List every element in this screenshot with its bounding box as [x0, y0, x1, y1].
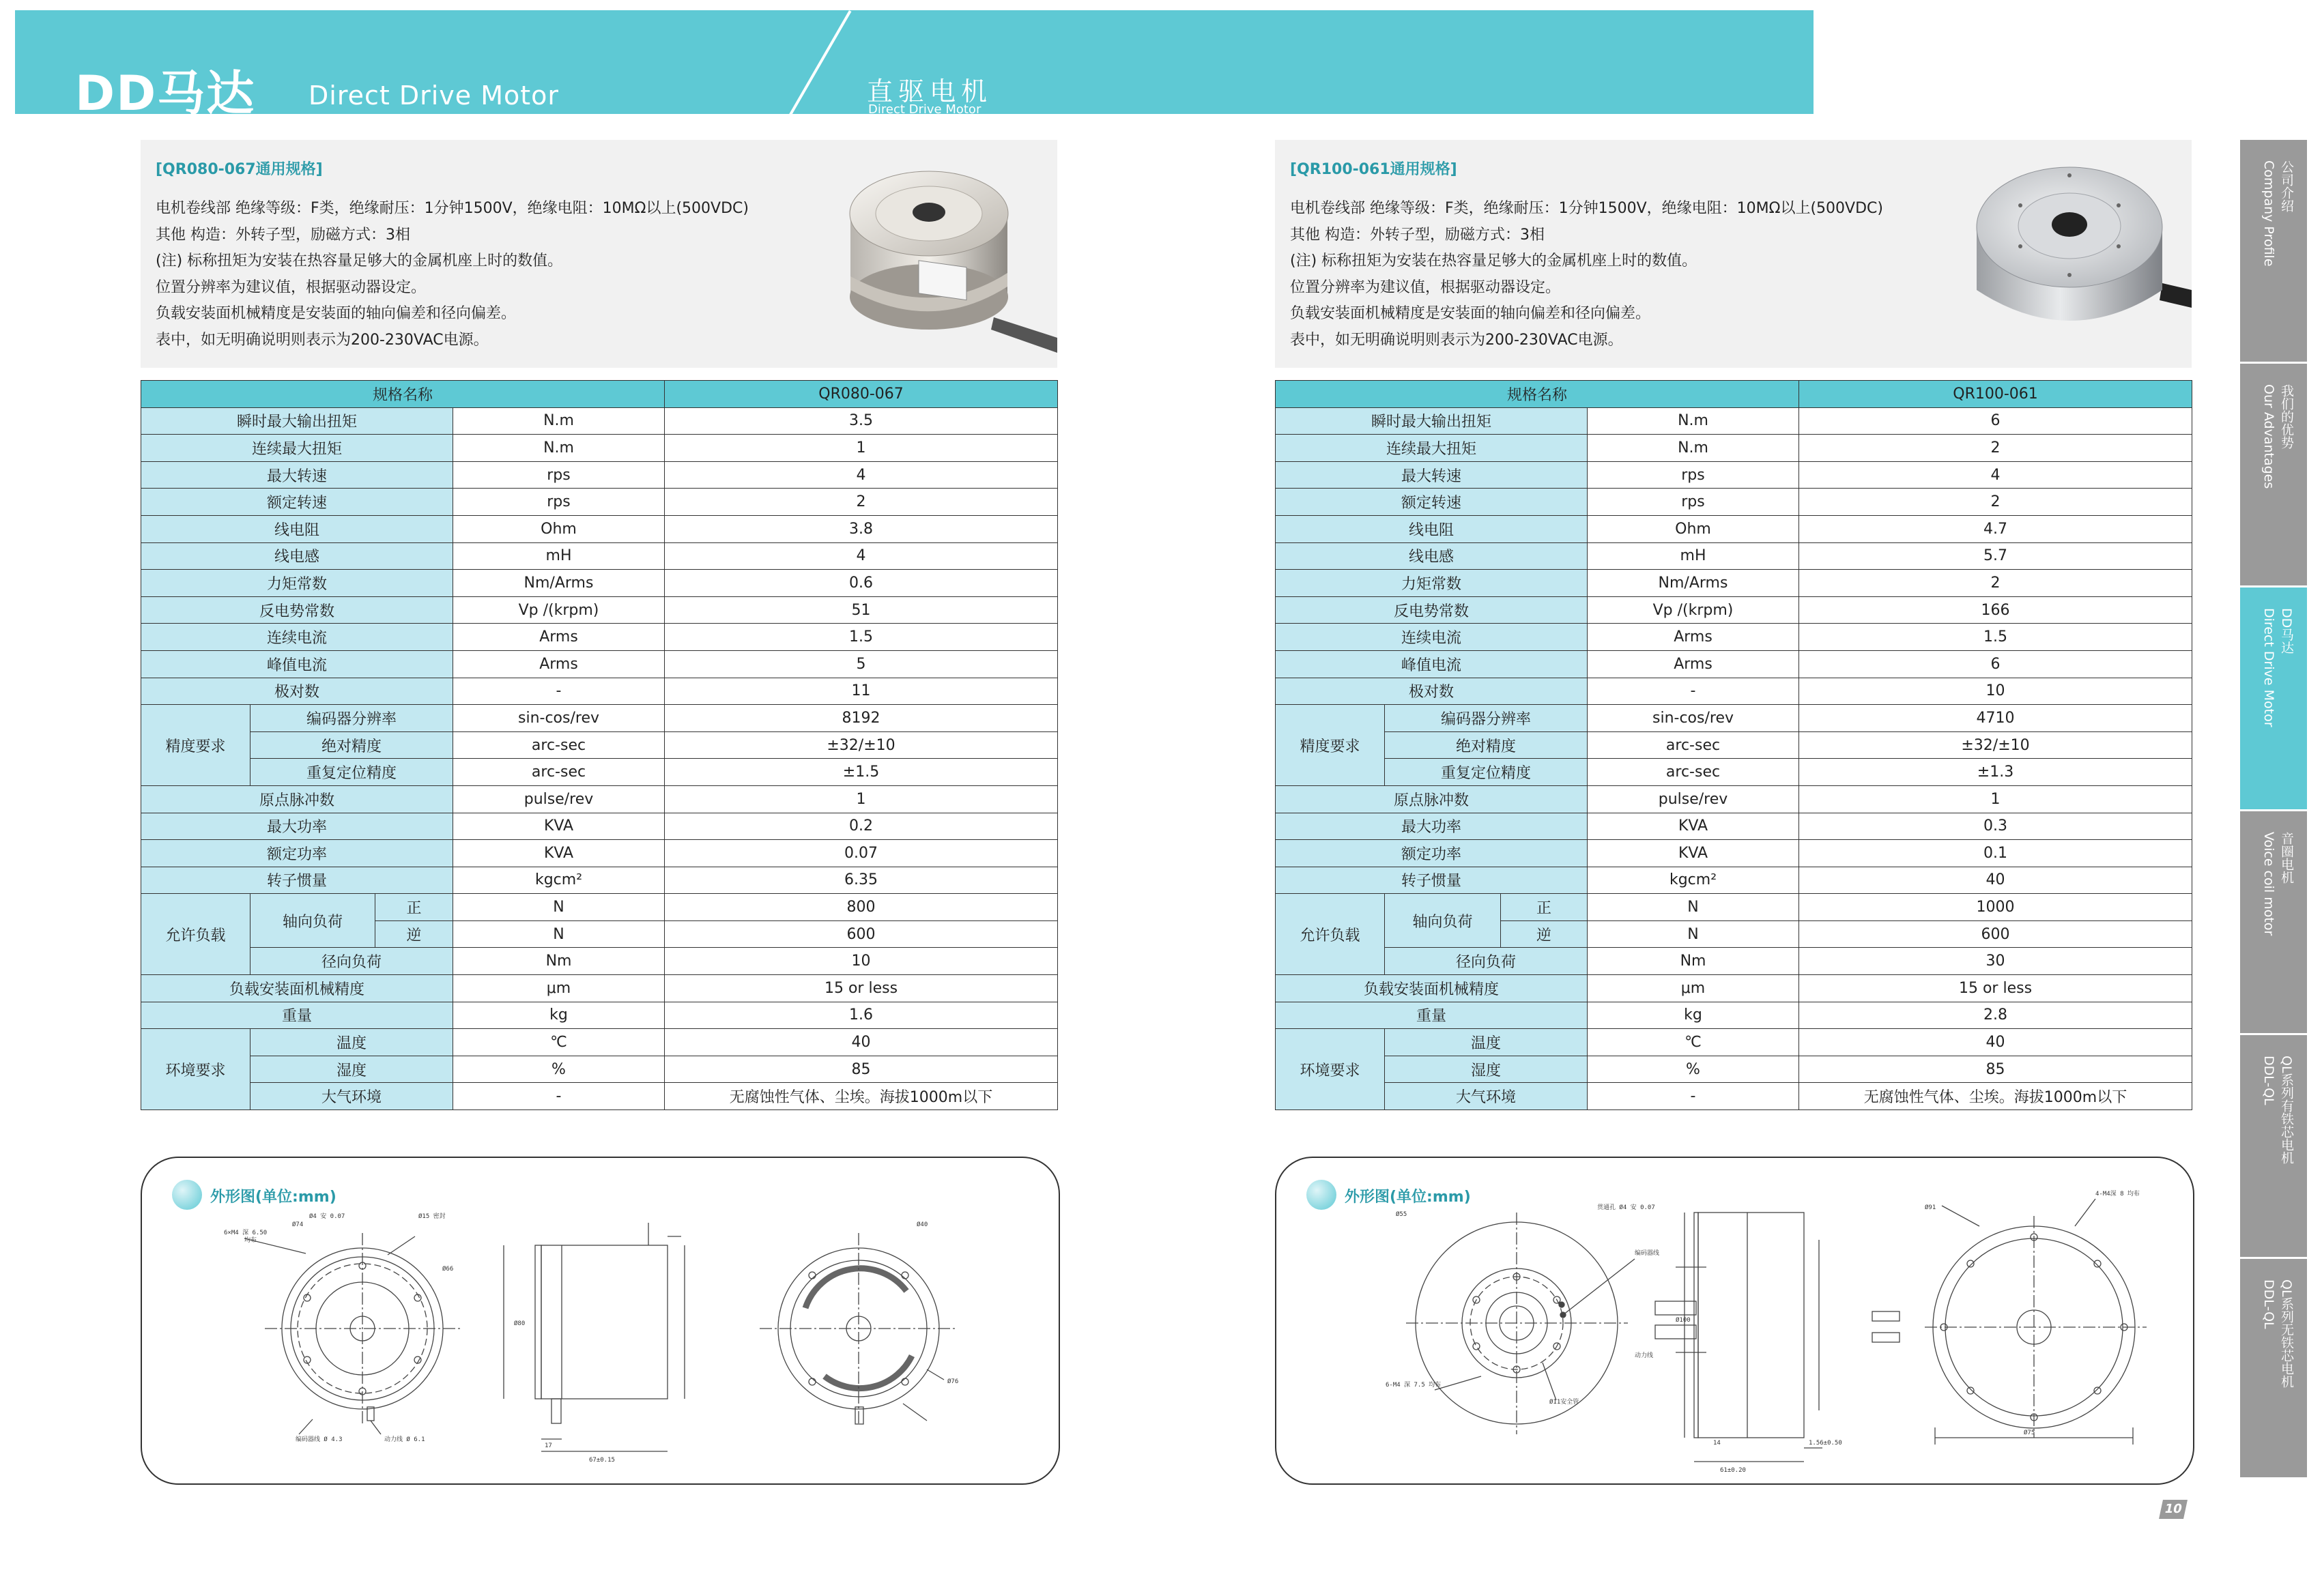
group-label-axial: 轴向负荷 — [250, 894, 375, 948]
row-value: 0.2 — [665, 813, 1058, 840]
row-value: 6.35 — [665, 867, 1058, 894]
row-label: 线电感 — [141, 542, 453, 570]
row-label: 额定转速 — [1276, 489, 1588, 516]
row-unit: Arms — [453, 624, 665, 651]
row-unit: - — [453, 678, 665, 705]
row-label: 最大转速 — [141, 461, 453, 489]
dim-label: 动力线 — [1635, 1352, 1654, 1359]
row-value: 1.5 — [1799, 624, 2192, 651]
page-subtitle: Direct Drive Motor — [309, 81, 560, 111]
row-unit: KVA — [1588, 840, 1799, 867]
note-line: 负载安装面机械精度是安装面的轴向偏差和径向偏差。 — [1290, 305, 1651, 322]
row-value: 8192 — [665, 705, 1058, 732]
row-unit: Ohm — [453, 515, 665, 542]
row-value: 15 or less — [1799, 975, 2192, 1002]
header-model: QR100-061 — [1799, 381, 2192, 408]
row-value: 4.7 — [1799, 515, 2192, 542]
row-value: 10 — [665, 948, 1058, 975]
row-label: 瞬时最大输出扭矩 — [141, 407, 453, 435]
row-unit: Arms — [1588, 650, 1799, 678]
group-label-load: 允许负载 — [141, 894, 250, 975]
row-unit: Nm/Arms — [1588, 570, 1799, 597]
dim-label: Ø66 — [442, 1266, 454, 1273]
row-value: 40 — [1799, 867, 2192, 894]
motor-photo-qr080 — [837, 154, 1057, 365]
row-label: 逆 — [1501, 920, 1588, 948]
row-unit: ℃ — [1588, 1029, 1799, 1056]
row-label: 连续电流 — [1276, 624, 1588, 651]
row-label: 编码器分辨率 — [250, 705, 453, 732]
row-value: 4710 — [1799, 705, 2192, 732]
right-spec-title: [QR100-061通用规格] — [1290, 161, 1457, 178]
row-label: 负载安装面机械精度 — [1276, 975, 1588, 1002]
row-unit: Nm — [1588, 948, 1799, 975]
row-label: 极对数 — [1276, 678, 1588, 705]
row-label: 转子惯量 — [141, 867, 453, 894]
note-line: (注) 标称扭矩为安装在热容量足够大的金属机座上时的数值。 — [1290, 252, 1697, 270]
note-line: 其他 构造：外转子型，励磁方式：3相 — [156, 226, 410, 244]
row-unit: kg — [453, 1002, 665, 1029]
row-value: 2 — [1799, 489, 2192, 516]
bullet-icon — [172, 1180, 202, 1210]
row-unit: Nm/Arms — [453, 570, 665, 597]
row-unit: KVA — [1588, 813, 1799, 840]
row-value: 4 — [665, 461, 1058, 489]
row-unit: Arms — [453, 650, 665, 678]
row-value: 15 or less — [665, 975, 1058, 1002]
row-value: 85 — [665, 1056, 1058, 1083]
row-value: 30 — [1799, 948, 2192, 975]
left-technical-drawing — [142, 1158, 1059, 1483]
sidebar-tab-cn: DD马达 — [2279, 608, 2294, 654]
dim-label: 6-M4 深 7.5 均布 — [1386, 1382, 1442, 1389]
row-label: 原点脉冲数 — [1276, 785, 1588, 813]
section-title-cn: 直驱电机 — [867, 76, 993, 106]
row-value: 5.7 — [1799, 542, 2192, 570]
dim-label: Ø76 — [947, 1378, 959, 1385]
right-spec-info — [1275, 140, 2192, 368]
row-value: 无腐蚀性气体、尘埃。海拔1000m以下 — [1799, 1083, 2192, 1110]
row-unit: Vp /(krpm) — [453, 596, 665, 624]
row-unit: N — [1588, 894, 1799, 921]
row-unit: rps — [1588, 489, 1799, 516]
row-label: 绝对精度 — [250, 731, 453, 759]
row-label: 逆 — [375, 920, 453, 948]
dim-label: 67±0.15 — [589, 1457, 615, 1464]
row-unit: - — [1588, 678, 1799, 705]
row-unit: Nm — [453, 948, 665, 975]
row-label: 重量 — [141, 1002, 453, 1029]
row-value: 11 — [665, 678, 1058, 705]
row-value: 600 — [665, 920, 1058, 948]
row-unit: N.m — [453, 407, 665, 435]
row-label: 极对数 — [141, 678, 453, 705]
sidebar-tab-company-profile[interactable] — [2240, 140, 2307, 362]
dim-label: 61±0.20 — [1720, 1467, 1746, 1474]
note-line: (注) 标称扭矩为安装在热容量足够大的金属机座上时的数值。 — [156, 252, 563, 270]
sidebar-tab-voice-coil[interactable] — [2240, 811, 2307, 1033]
row-value: 0.07 — [665, 840, 1058, 867]
dim-label: Ø75 — [2024, 1430, 2035, 1436]
group-label-precision: 精度要求 — [141, 705, 250, 786]
group-label-load: 允许负载 — [1276, 894, 1385, 975]
row-label: 连续最大扭矩 — [1276, 435, 1588, 462]
row-value: 1.5 — [665, 624, 1058, 651]
row-value: 1 — [665, 785, 1058, 813]
row-label: 力矩常数 — [1276, 570, 1588, 597]
row-label: 瞬时最大输出扭矩 — [1276, 407, 1588, 435]
dim-label: 编码器线 — [1635, 1250, 1660, 1257]
row-unit: μm — [453, 975, 665, 1002]
row-value: 51 — [665, 596, 1058, 624]
row-value: 800 — [665, 894, 1058, 921]
row-label: 正 — [1501, 894, 1588, 921]
sidebar-tab-our-advantages[interactable] — [2240, 364, 2307, 585]
row-label: 峰值电流 — [141, 650, 453, 678]
dim-label: 编码器线 Ø 4.3 — [296, 1436, 343, 1443]
row-value: 40 — [1799, 1029, 2192, 1056]
row-label: 温度 — [1385, 1029, 1588, 1056]
row-unit: pulse/rev — [1588, 785, 1799, 813]
row-label: 大气环境 — [250, 1083, 453, 1110]
row-label: 反电势常数 — [141, 596, 453, 624]
note-line: 位置分辨率为建议值，根据驱动器设定。 — [1290, 278, 1561, 296]
left-spec-table — [141, 380, 1058, 1110]
row-unit: KVA — [453, 813, 665, 840]
row-label: 额定转速 — [141, 489, 453, 516]
row-value: ±32/±10 — [665, 731, 1058, 759]
row-label: 负载安装面机械精度 — [141, 975, 453, 1002]
dim-label: Ø55 — [1396, 1211, 1407, 1218]
row-unit: rps — [1588, 461, 1799, 489]
row-unit: Ohm — [1588, 515, 1799, 542]
row-unit: ℃ — [453, 1029, 665, 1056]
note-line: 其他 构造：外转子型，励磁方式：3相 — [1290, 226, 1545, 244]
left-drawing-box — [141, 1157, 1060, 1485]
row-label: 转子惯量 — [1276, 867, 1588, 894]
row-label: 温度 — [250, 1029, 453, 1056]
row-value: 10 — [1799, 678, 2192, 705]
sidebar-tab-en: Our Advantages — [2261, 384, 2276, 489]
row-value: 600 — [1799, 920, 2192, 948]
row-value: 2 — [1799, 435, 2192, 462]
dim-label: Ø11安全管 — [1549, 1399, 1579, 1406]
dim-label: Ø100 — [1676, 1317, 1691, 1324]
row-label: 湿度 — [250, 1056, 453, 1083]
dim-label: 贯通孔 Ø4 安 0.07 — [1597, 1204, 1655, 1211]
dim-label: 17 — [545, 1442, 552, 1449]
dim-label: Ø91 — [1925, 1204, 1936, 1211]
left-notes — [156, 196, 749, 353]
row-unit: μm — [1588, 975, 1799, 1002]
bullet-icon — [1306, 1180, 1336, 1210]
row-unit: KVA — [453, 840, 665, 867]
sidebar-tab-ql-iron-core[interactable] — [2240, 1035, 2307, 1257]
row-label: 力矩常数 — [141, 570, 453, 597]
row-label: 重量 — [1276, 1002, 1588, 1029]
sidebar-tab-en: Direct Drive Motor — [2261, 608, 2276, 727]
group-label-precision: 精度要求 — [1276, 705, 1385, 786]
header-spec-name: 规格名称 — [141, 381, 665, 408]
row-label: 额定功率 — [1276, 840, 1588, 867]
left-spec-title: [QR080-067通用规格] — [156, 161, 323, 178]
row-value: ±32/±10 — [1799, 731, 2192, 759]
row-unit: - — [1588, 1083, 1799, 1110]
row-unit: % — [453, 1056, 665, 1083]
dim-label: Ø80 — [514, 1320, 526, 1327]
row-label: 最大功率 — [141, 813, 453, 840]
row-value: 4 — [1799, 461, 2192, 489]
note-line: 表中，如无明确说明则表示为200-230VAC电源。 — [1290, 331, 1623, 349]
row-unit: N — [1588, 920, 1799, 948]
page-title: DD马达 — [75, 66, 256, 114]
row-unit: arc-sec — [1588, 759, 1799, 786]
row-value: 0.3 — [1799, 813, 2192, 840]
dim-label: Ø40 — [917, 1221, 928, 1228]
sidebar-tab-ql-ironless[interactable] — [2240, 1259, 2307, 1477]
row-unit: mH — [1588, 542, 1799, 570]
row-value: 2 — [665, 489, 1058, 516]
row-value: 2.8 — [1799, 1002, 2192, 1029]
row-unit: - — [453, 1083, 665, 1110]
row-unit: arc-sec — [453, 731, 665, 759]
row-unit: N — [453, 894, 665, 921]
sidebar-tab-dd-motor[interactable] — [2240, 587, 2307, 809]
row-unit: N.m — [453, 435, 665, 462]
row-value: 6 — [1799, 407, 2192, 435]
sidebar-tab-cn: QL系列有铁芯电机 — [2279, 1056, 2294, 1164]
dim-label: Ø4 安 0.07 — [309, 1213, 345, 1220]
sidebar-tab-en: DDL-QL — [2261, 1056, 2276, 1105]
dim-label: 动力线 Ø 6.1 — [384, 1436, 425, 1443]
row-label: 湿度 — [1385, 1056, 1588, 1083]
row-value: 1.6 — [665, 1002, 1058, 1029]
row-label: 大气环境 — [1385, 1083, 1588, 1110]
row-unit: N.m — [1588, 435, 1799, 462]
row-label: 线电阻 — [1276, 515, 1588, 542]
row-label: 反电势常数 — [1276, 596, 1588, 624]
row-label: 最大转速 — [1276, 461, 1588, 489]
dim-label: 14 — [1713, 1440, 1721, 1447]
note-line: 位置分辨率为建议值，根据驱动器设定。 — [156, 278, 427, 296]
dim-label: 6×M4 深 6.50 — [224, 1230, 268, 1236]
row-unit: sin-cos/rev — [1588, 705, 1799, 732]
row-value: 1000 — [1799, 894, 2192, 921]
section-title-en: Direct Drive Motor — [868, 102, 981, 114]
row-unit: arc-sec — [1588, 731, 1799, 759]
row-label: 重复定位精度 — [250, 759, 453, 786]
row-unit: N.m — [1588, 407, 1799, 435]
row-value: 0.1 — [1799, 840, 2192, 867]
row-unit: kg — [1588, 1002, 1799, 1029]
note-line: 负载安装面机械精度是安装面的轴向偏差和径向偏差。 — [156, 305, 517, 322]
left-spec-info — [141, 140, 1057, 368]
row-label: 额定功率 — [141, 840, 453, 867]
group-label-env: 环境要求 — [1276, 1029, 1385, 1110]
right-notes — [1290, 196, 1883, 353]
row-label: 最大功率 — [1276, 813, 1588, 840]
row-label: 线电阻 — [141, 515, 453, 542]
drawing-title: 外形图(单位:mm) — [210, 1189, 336, 1206]
row-value: 1 — [665, 435, 1058, 462]
drawing-title: 外形图(单位:mm) — [1345, 1189, 1471, 1206]
sidebar-tab-cn: 公司介绍 — [2279, 160, 2294, 212]
row-label: 绝对精度 — [1385, 731, 1588, 759]
row-value: 3.8 — [665, 515, 1058, 542]
row-label: 连续最大扭矩 — [141, 435, 453, 462]
sidebar-tab-en: DDL-QL — [2261, 1279, 2276, 1329]
dim-label: Ø74 — [292, 1221, 304, 1228]
row-value: 2 — [1799, 570, 2192, 597]
row-label: 连续电流 — [141, 624, 453, 651]
sidebar-tab-cn: QL系列无铁芯电机 — [2279, 1279, 2294, 1388]
row-label: 原点脉冲数 — [141, 785, 453, 813]
row-value: 5 — [665, 650, 1058, 678]
dim-label: 均布 — [244, 1237, 257, 1244]
row-label: 正 — [375, 894, 453, 921]
note-line: 电机卷线部 绝缘等级：F类，绝缘耐压：1分钟1500V，绝缘电阻：10MΩ以上(500VDC) — [156, 200, 749, 217]
row-value: 85 — [1799, 1056, 2192, 1083]
row-unit: N — [453, 920, 665, 948]
row-unit: Arms — [1588, 624, 1799, 651]
row-label: 径向负荷 — [250, 948, 453, 975]
row-label: 径向负荷 — [1385, 948, 1588, 975]
row-value: 0.6 — [665, 570, 1058, 597]
page-number: 10 — [2159, 1500, 2188, 1519]
row-unit: % — [1588, 1056, 1799, 1083]
header-divider — [784, 10, 851, 114]
row-value: ±1.3 — [1799, 759, 2192, 786]
note-line: 电机卷线部 绝缘等级：F类，绝缘耐压：1分钟1500V，绝缘电阻：10MΩ以上(500VDC) — [1290, 200, 1883, 217]
group-label-env: 环境要求 — [141, 1029, 250, 1110]
header-model: QR080-067 — [665, 381, 1058, 408]
dim-label: 4-M4深 8 均布 — [2095, 1191, 2140, 1198]
row-label: 编码器分辨率 — [1385, 705, 1588, 732]
header-spec-name: 规格名称 — [1276, 381, 1799, 408]
dim-label: Ø15 密封 — [418, 1213, 446, 1220]
row-unit: Vp /(krpm) — [1588, 596, 1799, 624]
row-unit: rps — [453, 461, 665, 489]
row-unit: kgcm² — [453, 867, 665, 894]
row-value: 40 — [665, 1029, 1058, 1056]
row-unit: kgcm² — [1588, 867, 1799, 894]
row-label: 重复定位精度 — [1385, 759, 1588, 786]
right-technical-drawing — [1276, 1158, 2193, 1483]
sidebar-tab-cn: 音圈电机 — [2279, 832, 2294, 884]
row-value: 6 — [1799, 650, 2192, 678]
row-value: 1 — [1799, 785, 2192, 813]
row-unit: sin-cos/rev — [453, 705, 665, 732]
right-drawing-box — [1275, 1157, 2194, 1485]
group-label-axial: 轴向负荷 — [1385, 894, 1501, 948]
row-value: 166 — [1799, 596, 2192, 624]
row-unit: arc-sec — [453, 759, 665, 786]
right-spec-table — [1275, 380, 2192, 1110]
row-unit: pulse/rev — [453, 785, 665, 813]
row-value: 3.5 — [665, 407, 1058, 435]
sidebar-tab-en: Voice coil motor — [2261, 832, 2276, 936]
row-unit: mH — [453, 542, 665, 570]
dim-label: 1.56±0.50 — [1809, 1440, 1842, 1447]
row-label: 峰值电流 — [1276, 650, 1588, 678]
sidebar-tab-cn: 我们的优势 — [2279, 384, 2294, 449]
note-line: 表中，如无明确说明则表示为200-230VAC电源。 — [156, 331, 489, 349]
row-label: 线电感 — [1276, 542, 1588, 570]
header-banner — [15, 10, 1814, 114]
row-unit: rps — [453, 489, 665, 516]
row-value: 4 — [665, 542, 1058, 570]
motor-photo-qr100 — [1958, 147, 2192, 365]
sidebar-tab-en: Company Profile — [2261, 160, 2276, 267]
row-value: 无腐蚀性气体、尘埃。海拔1000m以下 — [665, 1083, 1058, 1110]
row-value: ±1.5 — [665, 759, 1058, 786]
